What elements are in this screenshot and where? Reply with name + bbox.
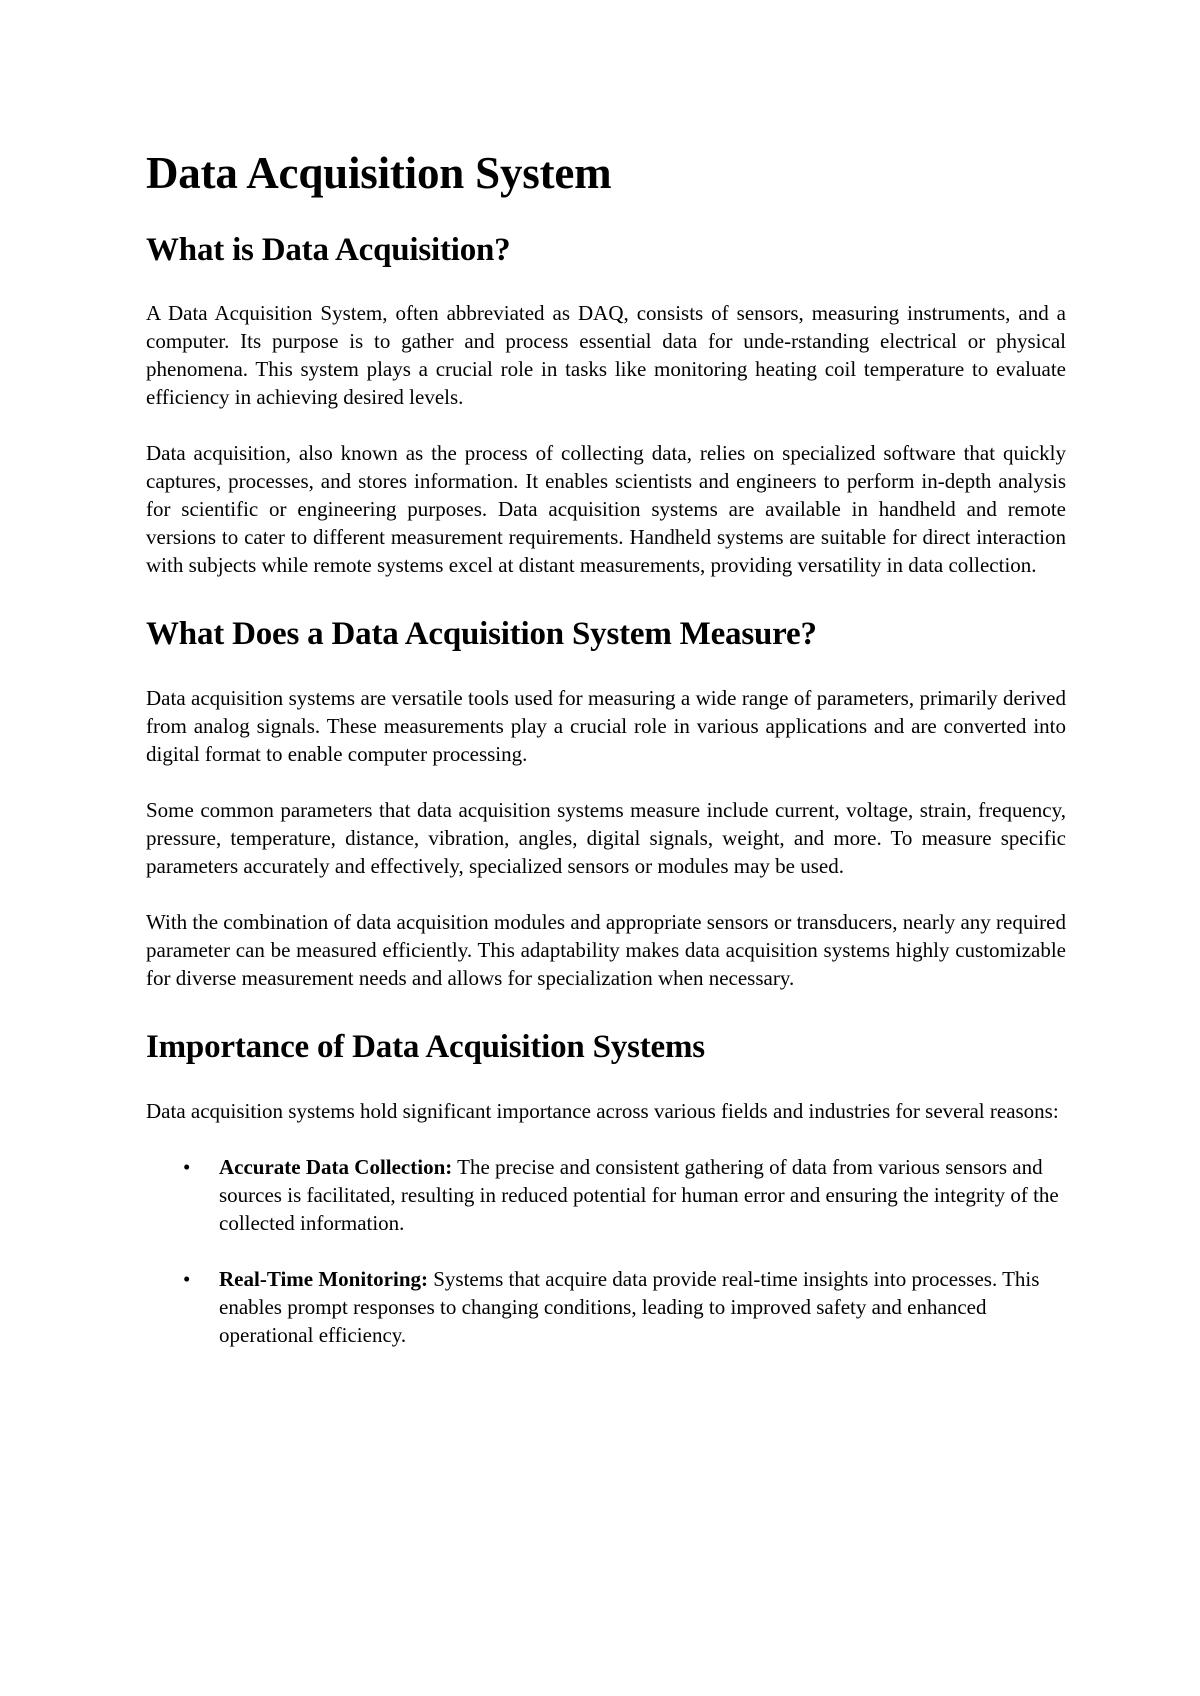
bullet-icon: • — [183, 1154, 191, 1179]
paragraph: Data acquisition, also known as the process of collecting data, relies on specialized software that quickly captures, processes, and stores information. It enables scientists and engineers to perform in-depth analysis for scientific or engineering purposes. Data acquisition systems are available in handheld and remote versions to cater to different measurement requirements. Handheld systems are suitable for direct interaction with subjects while remote systems excel at distant measurements, providing versatility in data collection. — [146, 441, 1066, 578]
bullet-icon: • — [183, 1266, 191, 1291]
section-heading-what-measure: What Does a Data Acquisition System Measure? — [146, 616, 817, 653]
list-item-label: Real-Time Monitoring: — [219, 1266, 428, 1291]
paragraph: Data acquisition systems hold significant importance across various fields and industries for several reasons: — [146, 1098, 1059, 1123]
list-item-label: Accurate Data Collection: — [219, 1154, 453, 1179]
list-item — [183, 1153, 1066, 1237]
paragraph: Some common parameters that data acquisition systems measure include current, voltage, strain, frequency, pressure, temperature, distance, vibration, angles, digital signals, weight, and more. To measure specific parameters accurately and effectively, specialized sensors or modules may be used. — [146, 797, 1066, 878]
document-title: Data Acquisition System — [146, 148, 612, 198]
list-item — [183, 1265, 1066, 1349]
list-item-text: Systems that acquire data provide real-time insights into processes. This enables prompt responses to changing conditions, leading to improved safety and enhanced operational efficiency. — [219, 1266, 1040, 1347]
section-heading-what-is: What is Data Acquisition? — [146, 231, 511, 268]
paragraph: A Data Acquisition System, often abbreviated as DAQ, consists of sensors, measuring instruments, and a computer. Its purpose is to gather and process essential data for unde-rstanding electrical or physical phenomena. This system plays a crucial role in tasks like monitoring heating coil temperature to evaluate efficiency in achieving desired levels. — [146, 301, 1066, 410]
paragraph: With the combination of data acquisition modules and appropriate sensors or transducers, nearly any required parameter can be measured efficiently. This adaptability makes data acquisition systems highly customizable for diverse measurement needs and allows for specialization when necessary. — [146, 909, 1066, 990]
paragraph: Data acquisition systems are versatile tools used for measuring a wide range of parameters, primarily derived from analog signals. These measurements play a crucial role in various applications and are converted into digital format to enable computer processing. — [146, 685, 1066, 766]
section-heading-importance: Importance of Data Acquisition Systems — [146, 1028, 705, 1065]
importance-list — [146, 1153, 1066, 1349]
list-item-text: The precise and consistent gathering of data from various sensors and sources is facilitated, resulting in reduced potential for human error and ensuring the integrity of the collected information. — [219, 1154, 1059, 1235]
